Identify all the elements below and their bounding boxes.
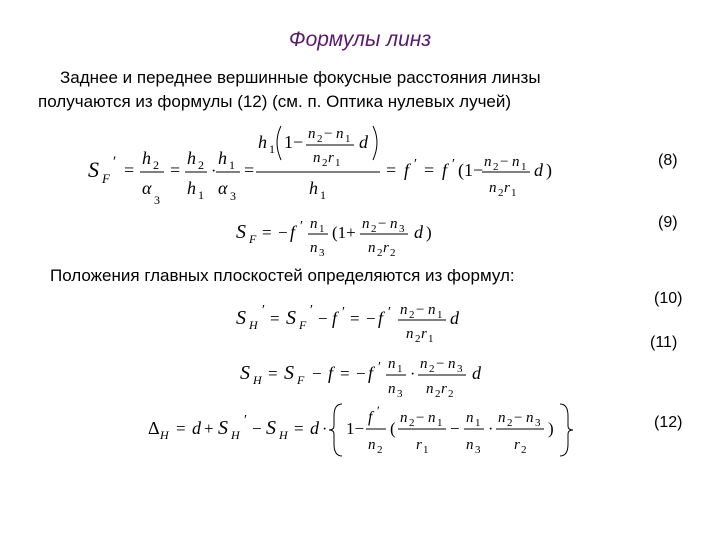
svg-text:n: n (390, 216, 398, 232)
svg-text:−: − (278, 223, 288, 242)
svg-text:n: n (310, 216, 318, 232)
svg-text:·: · (322, 421, 328, 438)
svg-text:n: n (428, 410, 436, 426)
svg-text:′: ′ (378, 360, 382, 375)
svg-text:1: 1 (437, 309, 443, 321)
slide-title: Формулы линз (288, 28, 432, 51)
equation-number-11: (11) (650, 334, 678, 351)
svg-text:2: 2 (390, 247, 396, 259)
svg-text:′: ′ (244, 413, 248, 428)
svg-text:2: 2 (415, 333, 421, 345)
svg-text:−: − (324, 126, 333, 142)
svg-text:′: ′ (342, 305, 346, 320)
svg-text:): ) (548, 419, 554, 438)
equation-number-9: (9) (658, 214, 678, 231)
svg-text:1−: 1− (346, 419, 365, 438)
svg-text:−: − (450, 419, 460, 438)
equation-number-12: (12) (654, 414, 683, 431)
svg-text:n: n (498, 410, 506, 426)
svg-text:): ) (426, 223, 432, 242)
svg-text:h: h (187, 178, 196, 198)
svg-text:n: n (400, 410, 408, 426)
svg-text:+: + (204, 419, 214, 438)
svg-text:2: 2 (371, 223, 377, 235)
svg-text:n: n (368, 240, 376, 256)
svg-text:−: − (514, 410, 523, 426)
svg-text:h: h (258, 132, 267, 152)
svg-text:f: f (290, 222, 296, 242)
svg-text:(1−: (1− (458, 160, 484, 180)
svg-text:·: · (410, 366, 416, 383)
svg-text:n: n (426, 381, 434, 397)
svg-text:−: − (416, 410, 425, 426)
svg-text:n: n (388, 356, 396, 372)
svg-text:H: H (231, 428, 240, 442)
svg-text:n: n (448, 356, 456, 372)
intro-line-1: Заднее и переднее вершинные фокусные расстояния линзы (60, 68, 541, 87)
svg-text:1: 1 (320, 188, 326, 202)
svg-text:n: n (388, 381, 396, 397)
svg-text:′: ′ (377, 403, 380, 418)
svg-text:=: = (350, 309, 360, 328)
svg-text:S: S (240, 362, 250, 384)
svg-text:S: S (88, 157, 99, 182)
svg-text:F: F (249, 232, 257, 246)
svg-text:=: = (340, 364, 350, 383)
svg-text:=: = (294, 419, 304, 438)
equation-11 (236, 348, 506, 402)
svg-text:S: S (286, 307, 296, 329)
svg-text:S: S (236, 307, 246, 329)
svg-text:2: 2 (493, 161, 499, 173)
svg-text:S: S (284, 362, 294, 384)
svg-text:d: d (472, 363, 481, 383)
svg-text:1: 1 (335, 157, 341, 169)
svg-text:1: 1 (437, 417, 443, 429)
svg-text:−: − (436, 356, 445, 372)
svg-text:1: 1 (423, 444, 429, 456)
svg-text:2: 2 (322, 157, 328, 169)
svg-text:−: − (252, 419, 262, 438)
svg-text:S: S (218, 417, 228, 439)
svg-text:′: ′ (388, 305, 392, 320)
svg-text:2: 2 (409, 309, 415, 321)
svg-text:n: n (489, 180, 497, 196)
svg-text:S: S (266, 417, 276, 439)
svg-text:h: h (142, 148, 151, 168)
svg-text:f: f (368, 409, 373, 426)
svg-text:n: n (308, 126, 316, 142)
svg-text:S: S (236, 221, 246, 243)
equation-number-8: (8) (658, 152, 678, 169)
svg-text:r: r (383, 240, 389, 256)
svg-text:−: − (500, 154, 509, 170)
svg-text:r: r (416, 437, 422, 453)
svg-text:f: f (378, 308, 384, 328)
svg-text:H: H (253, 373, 262, 387)
svg-text:2: 2 (153, 158, 159, 172)
svg-text:3: 3 (154, 193, 160, 207)
svg-text:n: n (406, 326, 414, 342)
svg-text:r: r (514, 437, 520, 453)
svg-text:d: d (192, 418, 201, 438)
equation-8 (80, 112, 560, 208)
svg-text:′: ′ (310, 303, 314, 318)
svg-text:n: n (466, 410, 474, 426)
svg-text:h: h (309, 178, 318, 198)
svg-text:H: H (249, 318, 258, 332)
svg-text:n: n (310, 240, 318, 256)
svg-text:): ) (546, 160, 552, 180)
svg-text:·: · (211, 163, 217, 180)
svg-text:H: H (160, 428, 169, 442)
svg-text:1: 1 (511, 187, 517, 199)
svg-text:=: = (244, 160, 255, 180)
svg-text:3: 3 (397, 388, 403, 400)
svg-text:=: = (386, 160, 397, 180)
svg-text:F: F (102, 171, 110, 186)
equation-10 (232, 292, 492, 348)
svg-text:−: − (356, 364, 366, 383)
svg-text:2: 2 (498, 187, 504, 199)
svg-text:2: 2 (317, 133, 323, 145)
svg-text:r: r (441, 381, 447, 397)
svg-text:1: 1 (475, 417, 481, 429)
svg-text:n: n (428, 302, 436, 318)
intro-line-2: получаются из формулы (12) (см. п. Оптика нулевых лучей) (38, 92, 512, 111)
svg-text:f: f (442, 160, 448, 180)
svg-text:n: n (526, 410, 534, 426)
svg-text:=: = (268, 364, 278, 383)
svg-text:=: = (262, 223, 272, 242)
equation-number-10: (10) (654, 290, 683, 307)
svg-text:F: F (299, 318, 307, 332)
svg-text:3: 3 (457, 363, 463, 375)
svg-text:=: = (424, 160, 435, 180)
svg-text:2: 2 (377, 444, 383, 456)
svg-text:=: = (170, 160, 181, 180)
svg-text:n: n (400, 302, 408, 318)
svg-text:d: d (534, 160, 543, 180)
svg-text:3: 3 (319, 247, 325, 259)
svg-text:2: 2 (377, 247, 383, 259)
svg-text:1: 1 (428, 333, 434, 345)
svg-text:=: = (124, 160, 135, 180)
svg-text:n: n (368, 437, 376, 453)
svg-text:1: 1 (269, 142, 275, 156)
svg-text:2: 2 (435, 388, 441, 400)
svg-text:d: d (450, 308, 459, 328)
svg-text:2: 2 (521, 444, 527, 456)
svg-text:α: α (142, 178, 152, 198)
svg-text:2: 2 (198, 158, 204, 172)
svg-text:2: 2 (429, 363, 435, 375)
svg-text:′: ′ (452, 157, 456, 172)
svg-text:1−: 1− (284, 132, 304, 152)
equation-9 (232, 208, 452, 264)
svg-text:3: 3 (230, 189, 236, 203)
equation-12 (146, 398, 576, 462)
svg-text:f: f (404, 160, 410, 180)
svg-text:Δ: Δ (148, 418, 160, 438)
svg-text:r: r (421, 326, 427, 342)
svg-text:n: n (466, 437, 474, 453)
svg-text:1: 1 (198, 188, 204, 202)
svg-text:(: ( (390, 419, 396, 438)
svg-text:(1+: (1+ (332, 223, 356, 242)
svg-text:1: 1 (319, 223, 325, 235)
svg-text:r: r (504, 180, 510, 196)
planes-text: Положения главных плоскостей определяются из формул: (50, 266, 515, 285)
svg-text:f: f (368, 363, 374, 383)
svg-text:3: 3 (535, 417, 541, 429)
svg-text:3: 3 (399, 223, 405, 235)
svg-text:h: h (218, 148, 227, 168)
svg-text:=: = (176, 419, 186, 438)
svg-text:1: 1 (345, 133, 351, 145)
svg-text:n: n (362, 216, 370, 232)
svg-text:n: n (313, 150, 321, 166)
svg-text:n: n (336, 126, 344, 142)
svg-text:2: 2 (448, 388, 454, 400)
svg-text:α: α (218, 178, 228, 198)
svg-text:−: − (416, 302, 425, 318)
svg-text:r: r (328, 150, 334, 166)
svg-text:f: f (332, 308, 338, 328)
svg-text:′: ′ (414, 157, 418, 172)
svg-text:n: n (484, 154, 492, 170)
svg-text:1: 1 (229, 158, 235, 172)
svg-text:1: 1 (521, 161, 527, 173)
svg-text:−: − (378, 216, 387, 232)
svg-text:′: ′ (300, 219, 304, 234)
svg-text:H: H (279, 428, 288, 442)
svg-text:−: − (318, 309, 328, 328)
svg-text:d: d (359, 132, 368, 152)
svg-text:−: − (366, 309, 376, 328)
svg-text:d: d (310, 418, 319, 438)
svg-text:n: n (420, 356, 428, 372)
svg-text:3: 3 (475, 444, 481, 456)
svg-text:2: 2 (409, 417, 415, 429)
svg-text:f: f (328, 363, 334, 383)
svg-text:−: − (312, 364, 322, 383)
svg-text:F: F (297, 373, 305, 387)
svg-text:d: d (414, 222, 423, 242)
svg-text:2: 2 (507, 417, 513, 429)
svg-text:′: ′ (262, 303, 266, 318)
svg-text:·: · (488, 421, 494, 438)
svg-text:n: n (512, 154, 520, 170)
svg-text:h: h (187, 148, 196, 168)
svg-text:′: ′ (113, 154, 117, 170)
svg-text:1: 1 (397, 363, 403, 375)
svg-text:=: = (270, 309, 280, 328)
